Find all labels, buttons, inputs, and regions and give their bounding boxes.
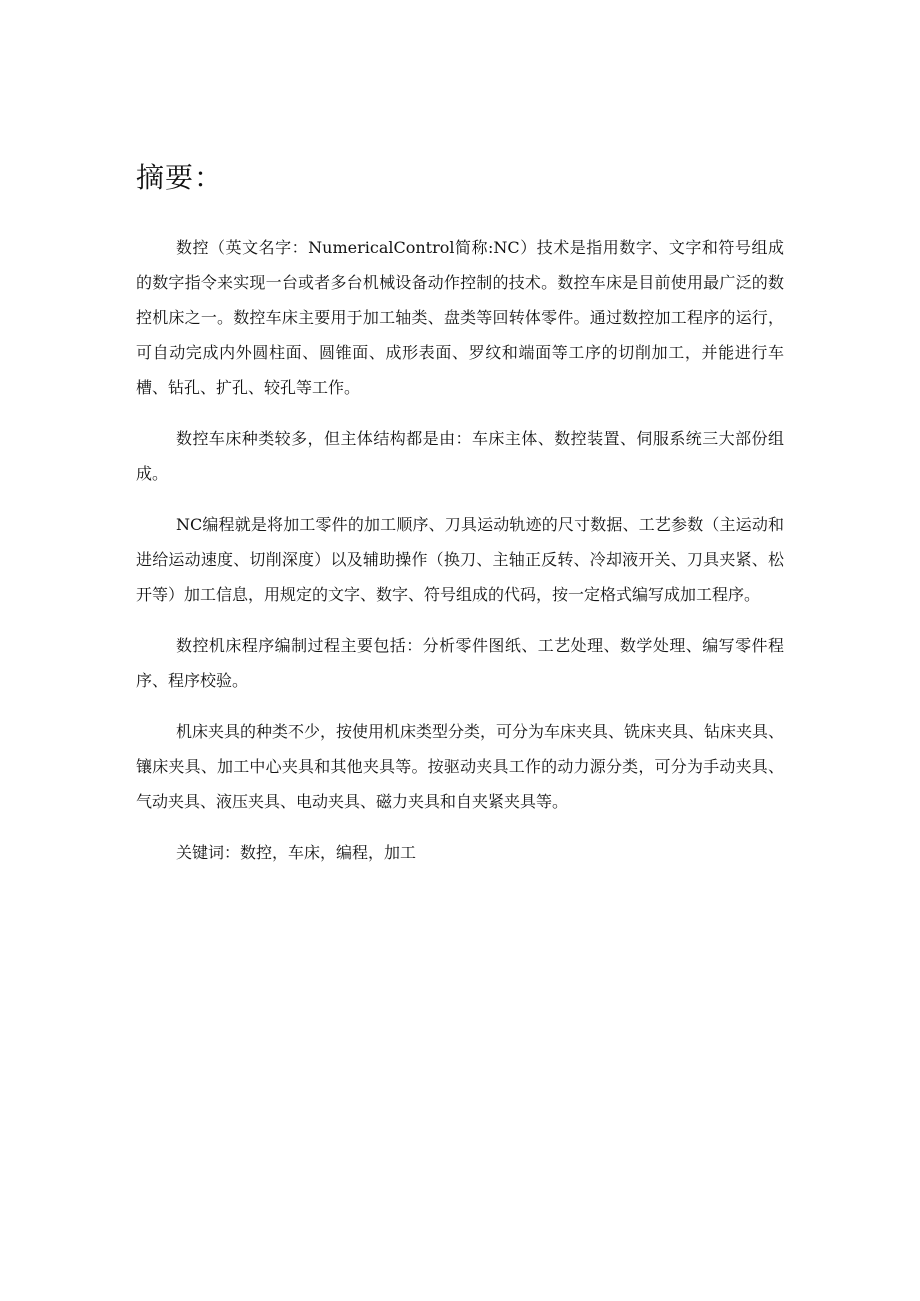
keywords-line: 关键词：数控，车床，编程，加工 xyxy=(176,843,417,862)
abstract-paragraph-4: 数控机床程序编制过程主要包括：分析零件图纸、工艺处理、数学处理、编写零件程序、程序校验。 xyxy=(136,636,784,690)
abstract-paragraph-2: 数控车床种类较多，但主体结构都是由：车床主体、数控装置、伺服系统三大部份组成。 xyxy=(136,429,784,483)
abstract-paragraph-1: 数控（英文名字：NumericalControl简称:NC）技术是指用数字、文字和符号组成的数字指令来实现一台或者多台机械设备动作控制的技术。数控车床是目前使用最广泛的数控机床之一。数控车床主要用于加工轴类、盘类等回转体零件。通过数控加工程序的运行，可自动完成内外圆柱面、圆锥面、成形表面、罗纹和端面等工序的切削加工，并能进行车槽、钻孔、扩孔、较孔等工作。 xyxy=(136,238,784,397)
abstract-paragraph-5: 机床夹具的种类不少，按使用机床类型分类，可分为车床夹具、铣床夹具、钻床夹具、镶床夹具、加工中心夹具和其他夹具等。按驱动夹具工作的动力源分类，可分为手动夹具、气动夹具、液压夹具、电动夹具、磁力夹具和自夹紧夹具等。 xyxy=(136,722,785,811)
abstract-body xyxy=(136,230,784,870)
abstract-paragraph-3: NC编程就是将加工零件的加工顺序、刀具运动轨迹的尺寸数据、工艺参数（主运动和进给运动速度、切削深度）以及辅助操作（换刀、主轴正反转、冷却液开关、刀具夹紧、松开等）加工信息，用规定的文字、数字、符号组成的代码，按一定格式编写成加工程序。 xyxy=(136,515,784,604)
abstract-heading: 摘要： xyxy=(136,161,224,194)
